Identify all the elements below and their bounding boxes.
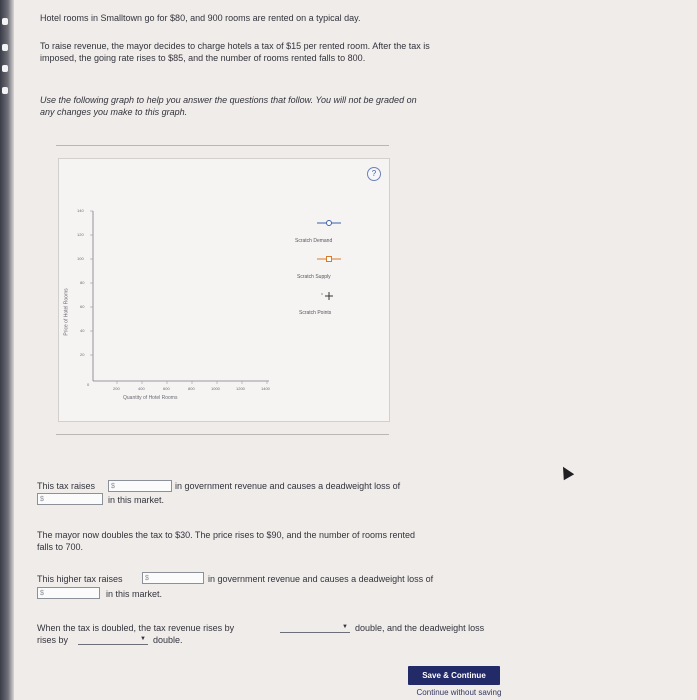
- q3-line-1a: When the tax is doubled, the tax revenue rises by: [37, 623, 235, 633]
- left-edge-bar: [0, 0, 14, 700]
- scratch-points-tool[interactable]: [321, 292, 333, 300]
- q3-revenue-dropdown[interactable]: [280, 622, 350, 633]
- y-axis-title: Price of Hotel Rooms: [63, 288, 70, 336]
- scratch-supply-tool[interactable]: [317, 257, 341, 262]
- q3-deadweight-dropdown[interactable]: [78, 634, 148, 645]
- instruction-line-2: any changes you make to this graph.: [40, 107, 188, 117]
- q2-revenue-input[interactable]: $: [142, 572, 204, 584]
- x-tick-label: 200: [113, 386, 120, 391]
- help-icon[interactable]: ?: [367, 167, 381, 181]
- y-tick-label: 120: [77, 232, 84, 237]
- edge-marker: [2, 44, 8, 51]
- q2-middle: in government revenue and causes a deadweight loss of: [208, 574, 434, 584]
- y-tick-label: 80: [80, 280, 85, 285]
- part2-line-1: The mayor now doubles the tax to $30. The price rises to $90, and the number of rooms rented: [37, 530, 416, 540]
- q3-line-1b: double, and the deadweight loss: [355, 623, 485, 633]
- q1-revenue-input[interactable]: $: [108, 480, 172, 492]
- y-tick-label: 20: [80, 352, 85, 357]
- q1-prefix: This tax raises: [37, 481, 96, 491]
- y-tick-label: 60: [80, 304, 85, 309]
- y-tick-label: 40: [80, 328, 85, 333]
- y-tick-label: 140: [77, 208, 84, 213]
- q2-deadweight-input[interactable]: $: [37, 587, 100, 599]
- scratch-demand-tool[interactable]: [317, 221, 341, 226]
- x-tick-label: 1200: [236, 386, 245, 391]
- intro-paragraph-2-line-2: imposed, the going rate rises to $85, and the number of rooms rented falls to 800.: [40, 53, 366, 63]
- scratch-points-label: Scratch Points: [299, 310, 332, 316]
- graph-canvas[interactable]: [59, 159, 389, 421]
- scratch-demand-label: Scratch Demand: [295, 238, 333, 244]
- x-tick-label: 600: [163, 386, 170, 391]
- y-tick-marks: [90, 211, 93, 355]
- q3-line-2b: double.: [153, 635, 183, 645]
- x-axis-title: Quantity of Hotel Rooms: [123, 395, 178, 401]
- continue-without-saving-link[interactable]: Continue without saving: [416, 688, 502, 697]
- q2-prefix: This higher tax raises: [37, 574, 123, 584]
- q3-line-2a: rises by: [37, 635, 69, 645]
- mouse-cursor-icon: [558, 464, 574, 480]
- edge-marker: [2, 87, 8, 94]
- part2-line-2: falls to 700.: [37, 542, 84, 552]
- graph-panel[interactable]: [58, 158, 390, 422]
- intro-paragraph-2-line-1: To raise revenue, the mayor decides to charge hotels a tax of $15 per rented room. After the tax is: [40, 41, 430, 51]
- chevron-down-icon: ▼: [342, 624, 348, 630]
- divider-top: [56, 145, 389, 146]
- y-tick-label: 100: [77, 256, 84, 261]
- q1-suffix: in this market.: [108, 495, 165, 505]
- edge-marker: [2, 65, 8, 72]
- scratch-supply-label: Scratch Supply: [297, 274, 331, 280]
- save-continue-button[interactable]: Save & Continue: [408, 666, 500, 685]
- x-tick-label: 1000: [211, 386, 220, 391]
- q2-suffix: in this market.: [106, 589, 163, 599]
- x-tick-label: 800: [188, 386, 195, 391]
- divider-bottom: [56, 434, 389, 435]
- edge-marker: [2, 18, 8, 25]
- q1-middle: in government revenue and causes a deadweight loss of: [175, 481, 401, 491]
- instruction-line-1: Use the following graph to help you answer the questions that follow. You will not be graded on: [40, 95, 417, 105]
- x-tick-marks: [117, 381, 267, 384]
- origin-label: 0: [87, 382, 90, 387]
- x-tick-label: 1400: [261, 386, 270, 391]
- x-tick-label: 400: [138, 386, 145, 391]
- q1-deadweight-input[interactable]: $: [37, 493, 103, 505]
- chevron-down-icon: ▼: [140, 636, 146, 642]
- intro-paragraph-1: Hotel rooms in Smalltown go for $80, and 900 rooms are rented on a typical day.: [40, 13, 361, 23]
